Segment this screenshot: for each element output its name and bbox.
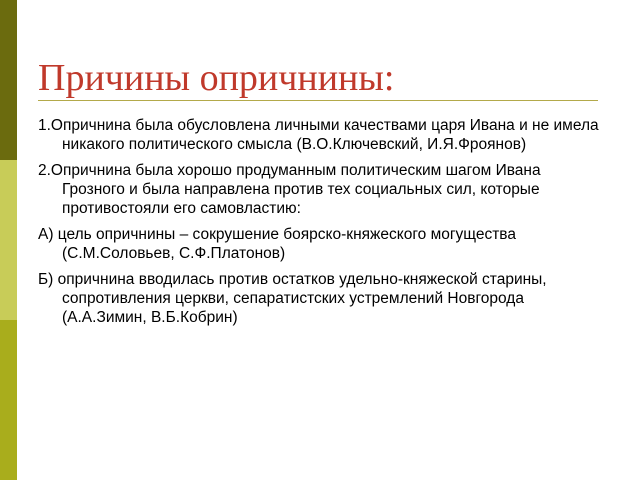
left-bar-segment-top	[0, 0, 17, 160]
left-decorative-bar	[0, 0, 17, 480]
paragraph-a: А) цель опричнины – сокрушение боярско-княжеского могущества (С.М.Соловьев, С.Ф.Платонов)	[38, 226, 516, 262]
slide-title: Причины опричнины:	[38, 57, 395, 99]
slide-content	[38, 116, 606, 334]
paragraph-1: 1.Опричнина была обусловлена личными качествами царя Ивана и не имела никакого политического смысла (В.О.Ключевский, И.Я.Фроянов)	[38, 117, 599, 153]
paragraph-2: 2.Опричнина была хорошо продуманным политическим шагом Ивана Грозного и была направлена против тех социальных сил, которые противостояли его самовластию:	[38, 162, 541, 217]
left-bar-segment-bottom	[0, 320, 17, 480]
title-underline	[38, 100, 598, 101]
left-bar-segment-middle	[0, 160, 17, 320]
paragraph-b: Б) опричнина вводилась против остатков удельно-княжеской старины, сопротивления церкви, сепаратистских устремлений Новгорода (А.А.Зимин, В.Б.Кобрин)	[38, 271, 547, 326]
